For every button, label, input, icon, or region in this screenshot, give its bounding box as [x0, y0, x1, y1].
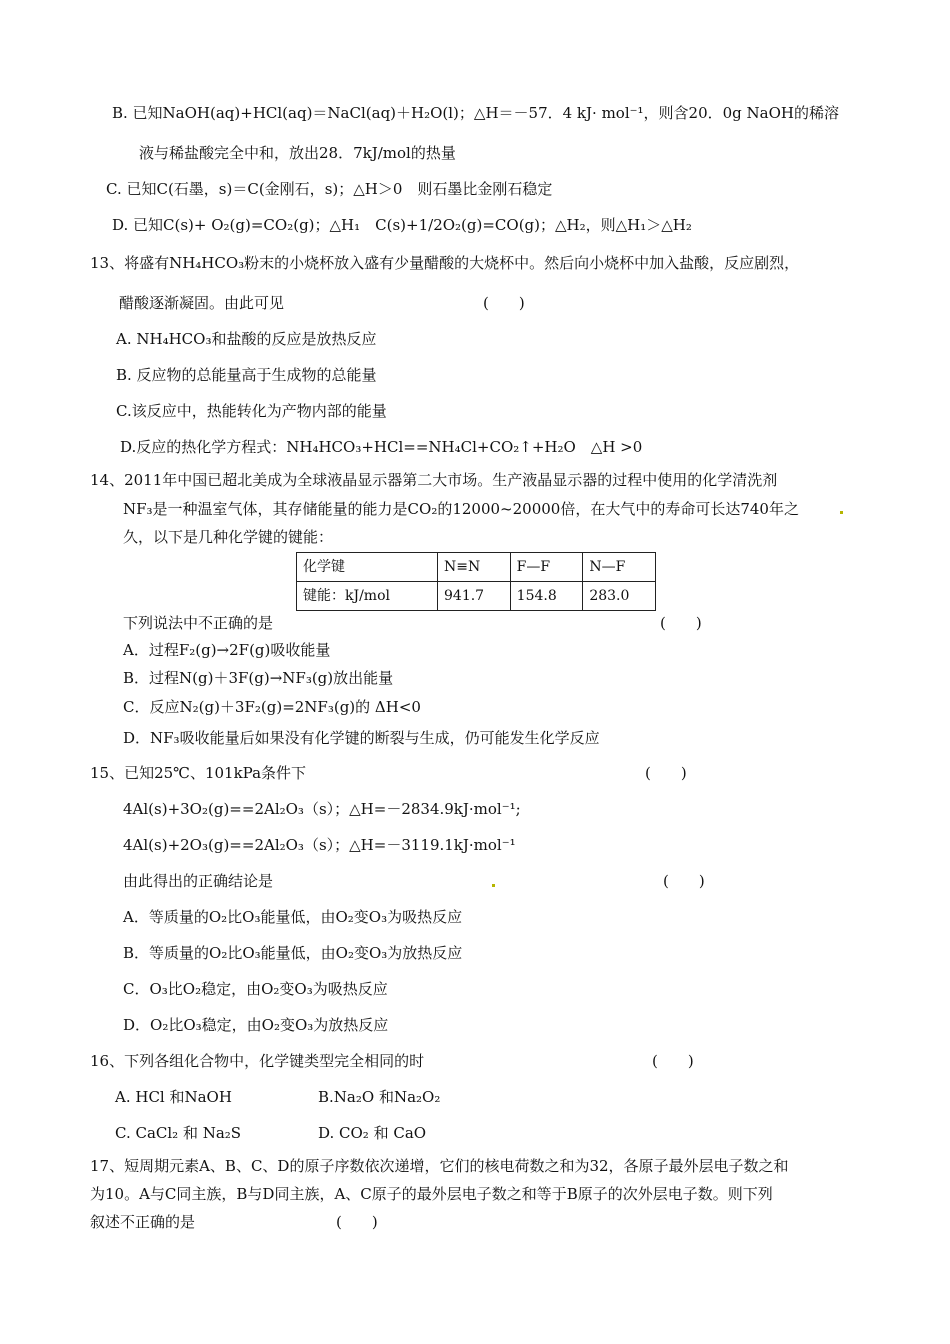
q14-option-c: C．反应N₂(g)＋3F₂(g)=2NF₃(g)的 ΔH<0 [123, 698, 421, 716]
q12-option-b-line1: B. 已知NaOH(aq)+HCl(aq)＝NaCl(aq)＋H₂O(l)；△H＝－57．4 kJ· mol⁻¹，则含20．0g NaOH的稀溶 [112, 104, 839, 122]
table-header-cell: N—F [583, 553, 656, 582]
q17-stem-line1: 17、短周期元素A、B、C、D的原子序数依次递增，它们的核电荷数之和为32，各原子最外层电子数之和 [90, 1157, 789, 1175]
stray-dot [492, 884, 495, 887]
q16-stem: 16、下列各组化合物中，化学键类型完全相同的时 [90, 1052, 425, 1070]
q15-option-c: C．O₃比O₂稳定，由O₂变O₃为吸热反应 [123, 980, 388, 998]
q15-option-d: D．O₂比O₃稳定，由O₂变O₃为放热反应 [123, 1016, 389, 1034]
table-header-cell: F—F [510, 553, 583, 582]
q15-equation-1: 4Al(s)+3O₂(g)==2Al₂O₃（s）；△H=－2834.9kJ·mol⁻¹; [123, 800, 521, 818]
q14-option-d: D．NF₃吸收能量后如果没有化学键的断裂与生成，仍可能发生化学反应 [123, 729, 600, 747]
table-header-cell: N≡N [438, 553, 511, 582]
table-cell: 941.7 [438, 582, 511, 611]
table-cell: 键能：kJ/mol [297, 582, 438, 611]
q17-stem-line2: 为10。A与C同主族，B与D同主族，A、C原子的最外层电子数之和等于B原子的次外层电子数。则下列 [90, 1185, 773, 1203]
table-header-cell: 化学键 [297, 553, 438, 582]
q13-option-a: A. NH₄HCO₃和盐酸的反应是放热反应 [116, 330, 377, 348]
q15-option-a: A．等质量的O₂比O₃能量低，由O₂变O₃为吸热反应 [123, 908, 463, 926]
q13-option-b: B. 反应物的总能量高于生成物的总能量 [116, 366, 377, 384]
q14-option-b: B．过程N(g)＋3F(g)→NF₃(g)放出能量 [123, 669, 394, 687]
q12-option-c: C. 已知C(石墨，s)＝C(金刚石，s)；△H＞0 则石墨比金刚石稳定 [106, 180, 553, 198]
q17-stem-line3: 叙述不正确的是 [90, 1213, 196, 1231]
q14-stem-line2: NF₃是一种温室气体，其存储能量的能力是CO₂的12000~20000倍，在大气中的寿命可长达740年之 [123, 500, 799, 518]
q13-stem-line2: 醋酸逐渐凝固。由此可见 [119, 294, 285, 312]
q14-option-a: A．过程F₂(g)→2F(g)吸收能量 [123, 641, 331, 659]
bond-energy-table [296, 552, 656, 611]
stray-dot [840, 511, 843, 514]
q13-option-c: C.该反应中，热能转化为产物内部的能量 [116, 402, 387, 420]
q12-option-b-line2: 液与稀盐酸完全中和，放出28．7kJ/mol的热量 [139, 144, 456, 162]
q17-answer-blank: ( ) [336, 1213, 378, 1231]
q16-option-b: B.Na₂O 和Na₂O₂ [318, 1088, 441, 1106]
q15-answer-blank-2: ( ) [663, 872, 705, 890]
q14-stem-line1: 14、2011年中国已超北美成为全球液晶显示器第二大市场。生产液晶显示器的过程中使用的化学清洗剂 [90, 471, 778, 489]
table-row [297, 582, 656, 611]
q14-answer-blank: ( ) [660, 614, 702, 632]
table-cell: 154.8 [510, 582, 583, 611]
table-cell: 283.0 [583, 582, 656, 611]
q16-answer-blank: ( ) [652, 1052, 694, 1070]
q15-equation-2: 4Al(s)+2O₃(g)==2Al₂O₃（s）；△H=－3119.1kJ·mol⁻¹ [123, 836, 516, 854]
q16-option-c: C. CaCl₂ 和 Na₂S [115, 1124, 242, 1142]
q13-stem-line1: 13、将盛有NH₄HCO₃粉末的小烧杯放入盛有少量醋酸的大烧杯中。然后向小烧杯中加入盐酸，反应剧烈， [90, 254, 800, 272]
table-row [297, 553, 656, 582]
q13-answer-blank: ( ) [483, 294, 525, 312]
q15-stem: 15、已知25℃、101kPa条件下 [90, 764, 307, 782]
q12-option-d: D. 已知C(s)+ O₂(g)=CO₂(g)；△H₁ C(s)+1/2O₂(g)=CO(g)；△H₂，则△H₁＞△H₂ [112, 216, 692, 234]
q15-question: 由此得出的正确结论是 [123, 872, 274, 890]
q16-option-a: A. HCl 和NaOH [115, 1088, 232, 1106]
q14-stem-line3: 久，以下是几种化学键的键能： [123, 528, 334, 546]
q15-answer-blank-1: ( ) [645, 764, 687, 782]
q13-option-d: D.反应的热化学方程式：NH₄HCO₃+HCl==NH₄Cl+CO₂↑+H₂O △H >0 [120, 438, 643, 456]
q15-option-b: B．等质量的O₂比O₃能量低，由O₂变O₃为放热反应 [123, 944, 463, 962]
q16-option-d: D. CO₂ 和 CaO [318, 1124, 427, 1142]
q14-question: 下列说法中不正确的是 [123, 614, 274, 632]
